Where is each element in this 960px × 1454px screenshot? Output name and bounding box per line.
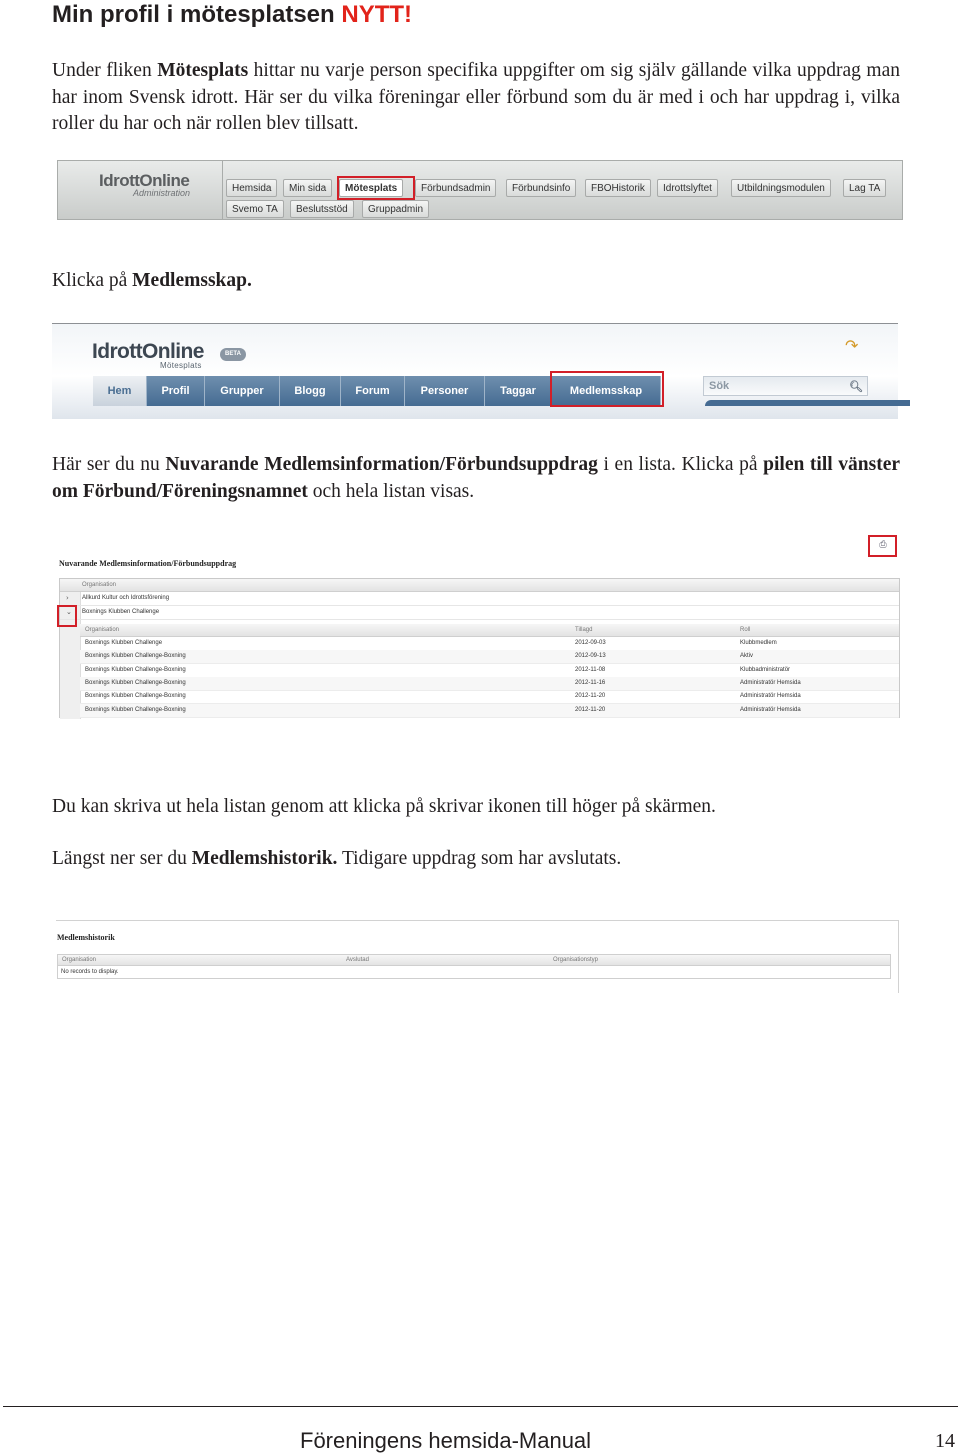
print-instruction: Du kan skriva ut hela listan genom att klicka på skrivar ikonen till höger på skärmen. [52,796,716,817]
tab-motesplats[interactable]: Mötesplats [339,179,403,197]
cell-organisation: Boxnings Klubben Challenge-Boxning [85,706,186,713]
column-organisation[interactable]: Organisation [62,957,97,963]
tab-svemo-ta[interactable]: Svemo TA [226,200,284,218]
tab-utbildningsmodulen[interactable]: Utbildningsmodulen [731,179,831,197]
beta-badge: BETA [220,348,246,361]
table-row [80,637,899,651]
tab-fbohistorik[interactable]: FBOHistorik [585,179,651,197]
cell-tillagd: 2012-11-20 [575,706,606,713]
nav-forum[interactable]: Forum [341,376,405,406]
instruction-medlemsskap: Klicka på Medlemsskap. [52,270,252,291]
page-heading: Min profil i mötesplatsen NYTT! [52,1,413,28]
group-row[interactable]: › Allkurd Kultur och Idrottsförening [60,592,899,606]
column-organisationstyp[interactable]: Organisationstyp [553,957,599,963]
history-table-header [57,954,891,966]
footer-divider [3,1406,958,1407]
history-screenshot [56,920,899,993]
tab-hemsida[interactable]: Hemsida [226,179,277,197]
history-instruction: Längst ner ser du Medlemshistorik. Tidigare uppdrag som har avslutats. [52,848,622,869]
group-row[interactable]: ⌄ Boxnings Klubben Challenge [60,606,899,620]
tab-idrottslyftet[interactable]: Idrottslyftet [657,179,718,197]
tab-forbundsinfo[interactable]: Förbundsinfo [506,179,576,197]
chevron-down-icon[interactable]: ⌄ [66,608,72,616]
members-title: Nuvarande Medlemsinformation/Förbundsuppdrag [59,559,237,568]
table-row [80,650,899,664]
nav-medlemsskap[interactable]: Medlemsskap [552,376,661,406]
cell-organisation: Boxnings Klubben Challenge-Boxning [85,666,186,673]
members-screenshot [57,535,903,720]
cell-roll: Klubbmedlem [740,640,777,646]
empty-message: No records to display. [57,966,891,979]
table-row [80,690,899,704]
cell-roll: Administratör Hemsida [740,706,801,713]
history-title: Medlemshistorik [57,933,115,942]
motesplats-screenshot [52,323,898,419]
search-input[interactable]: Sök 🔍︎ [703,376,868,396]
tab-gruppadmin[interactable]: Gruppadmin [362,200,429,218]
idrottonline-admin-logo: IdrottOnline Administration [99,171,191,198]
tab-forbundsadmin[interactable]: Förbundsadmin [415,179,496,197]
cell-organisation: Boxnings Klubben Challenge-Boxning [85,653,186,660]
search-icon[interactable]: 🔍︎ [849,381,863,393]
cell-tillagd: 2012-11-16 [575,679,606,686]
admin-screenshot [57,160,903,220]
print-icon[interactable]: ⎙ [879,540,887,550]
cell-roll: Administratör Hemsida [740,693,801,700]
group-header: Organisation [60,579,899,592]
cell-tillagd: 2012-11-20 [575,693,606,700]
nav-underline [705,400,910,406]
instruction-list: Här ser du nu Nuvarande Medlemsinformation/Förbundsuppdrag i en lista. Klicka på pilen till vänster om Förbund/Föreningsnamnet och hela listan visas. [52,454,901,502]
highlight-frame-print [868,535,897,557]
nav-profil[interactable]: Profil [147,376,205,406]
cell-organisation: Boxnings Klubben Challenge-Boxning [85,693,186,700]
cell-organisation: Boxnings Klubben Challenge [85,640,163,646]
intro-paragraph: Under fliken Mötesplats hittar nu varje person specifika uppgifter om sig själv gällande vilka uppdrag man har inom Svensk idrott. Här ser du vilka föreningar eller förbund som du är med i och har uppdrag i, vilka roller du har och när rollen blev tillsatt. [52,60,900,134]
highlight-frame-motesplats [337,176,415,200]
cell-organisation: Boxnings Klubben Challenge-Boxning [85,679,186,686]
new-label: NYTT! [341,1,413,28]
footer-title: Föreningens hemsida-Manual [300,1428,592,1453]
column-tillagd[interactable]: Tillagd [575,627,593,633]
chevron-right-icon[interactable]: › [66,594,69,602]
members-grid [59,578,900,718]
cell-tillagd: 2012-09-13 [575,653,606,660]
detail-table-header [80,624,899,637]
nav-taggar[interactable]: Taggar [485,376,552,406]
cell-tillagd: 2012-09-03 [575,640,606,646]
table-row [80,677,899,691]
tab-lag-ta[interactable]: Lag TA [843,179,886,197]
tab-beslutsstod[interactable]: Beslutsstöd [290,200,354,218]
column-roll[interactable]: Roll [740,627,751,633]
highlight-frame-expand-arrow [57,605,77,627]
nav-grupper[interactable]: Grupper [205,376,280,406]
nav-personer[interactable]: Personer [405,376,485,406]
nav-hem[interactable]: Hem [93,376,147,406]
nav-blogg[interactable]: Blogg [280,376,341,406]
tab-min-sida[interactable]: Min sida [283,179,332,197]
idrottonline-motesplats-logo: IdrottOnline Mötesplats [92,340,204,370]
column-organisation[interactable]: Organisation [85,627,120,633]
admin-tab-bar [222,161,902,219]
table-row [80,704,899,718]
cell-roll: Klubbadministratör [740,666,791,673]
column-avslutad[interactable]: Avslutad [346,957,369,963]
cell-tillagd: 2012-11-08 [575,666,606,673]
logout-icon[interactable]: ↷ [845,336,859,355]
highlight-frame-medlemsskap [550,371,664,407]
cell-roll: Administratör Hemsida [740,679,801,686]
page-number: 14 [935,1430,955,1452]
table-row [80,664,899,678]
cell-roll: Aktiv [740,653,754,660]
detail-table [80,624,901,717]
